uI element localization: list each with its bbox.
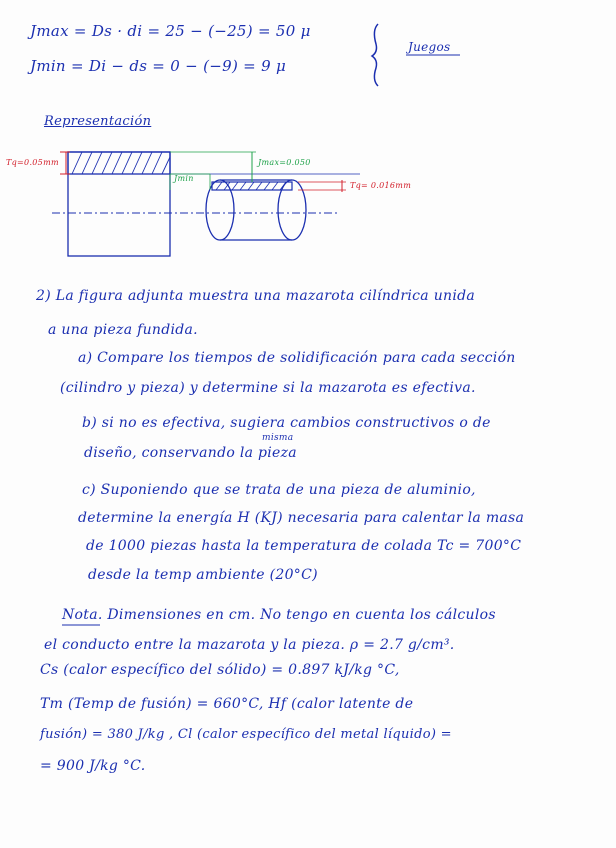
- note-line1: Nota. Dimensiones en cm. No tengo en cuenta los cálculos: [62, 607, 496, 623]
- juegos-label: Juegos: [408, 40, 451, 54]
- problem-c-line1: c) Suponiendo que se trata de una pieza de aluminio,: [82, 482, 476, 498]
- problem-c-line4: desde la temp ambiente (20°C): [88, 567, 318, 583]
- note-line6: = 900 J/kg °C.: [40, 758, 146, 774]
- problem-c-line3: de 1000 piezas hasta la temperatura de colada Tc = 700°C: [86, 538, 522, 554]
- note-line2: el conducto entre la mazarota y la pieza. ρ = 2.7 g/cm³.: [44, 637, 455, 653]
- brace-mark: [372, 24, 378, 86]
- shaft-tolerance-band: [212, 182, 292, 190]
- problem-b-line2: diseño, conservando la pieza: [84, 445, 297, 461]
- jmax-equation: Jmax = Ds · di = 25 − (−25) = 50 μ: [30, 22, 311, 40]
- problem-b-line1: b) si no es efectiva, sugiera cambios constructivos o de: [82, 415, 491, 431]
- jmax-label: Jmax=0.050: [258, 158, 311, 167]
- problem-b-insert: misma: [262, 433, 294, 443]
- note-line4: Tm (Temp de fusión) = 660°C, Hf (calor latente de: [40, 696, 414, 712]
- tq-left-label: Tq=0.05mm: [6, 158, 59, 167]
- note-line3: Cs (calor específico del sólido) = 0.897 kJ/kg °C,: [40, 662, 400, 678]
- problem-c-line2: determine la energía H (KJ) necesaria para calentar la masa: [78, 510, 525, 526]
- note-line5: fusión) = 380 J/kg , Cl (calor específico del metal líquido) =: [40, 727, 452, 742]
- problem-intro-line2: a una pieza fundida.: [48, 322, 198, 338]
- section-title: Representación: [44, 114, 152, 129]
- tq-right-label: Tq= 0.016mm: [350, 181, 412, 190]
- hatch-lines: [72, 152, 170, 174]
- problem-intro-line1: 2) La figura adjunta muestra una mazarota cilíndrica unida: [36, 288, 476, 304]
- problem-a-line1: a) Compare los tiempos de solidificación para cada sección: [78, 350, 516, 366]
- problem-a-line2: (cilindro y pieza) y determine si la mazarota es efectiva.: [60, 380, 476, 396]
- jmin-label: Jmin: [174, 174, 194, 183]
- jmin-equation: Jmin = Di − ds = 0 − (−9) = 9 μ: [30, 57, 287, 75]
